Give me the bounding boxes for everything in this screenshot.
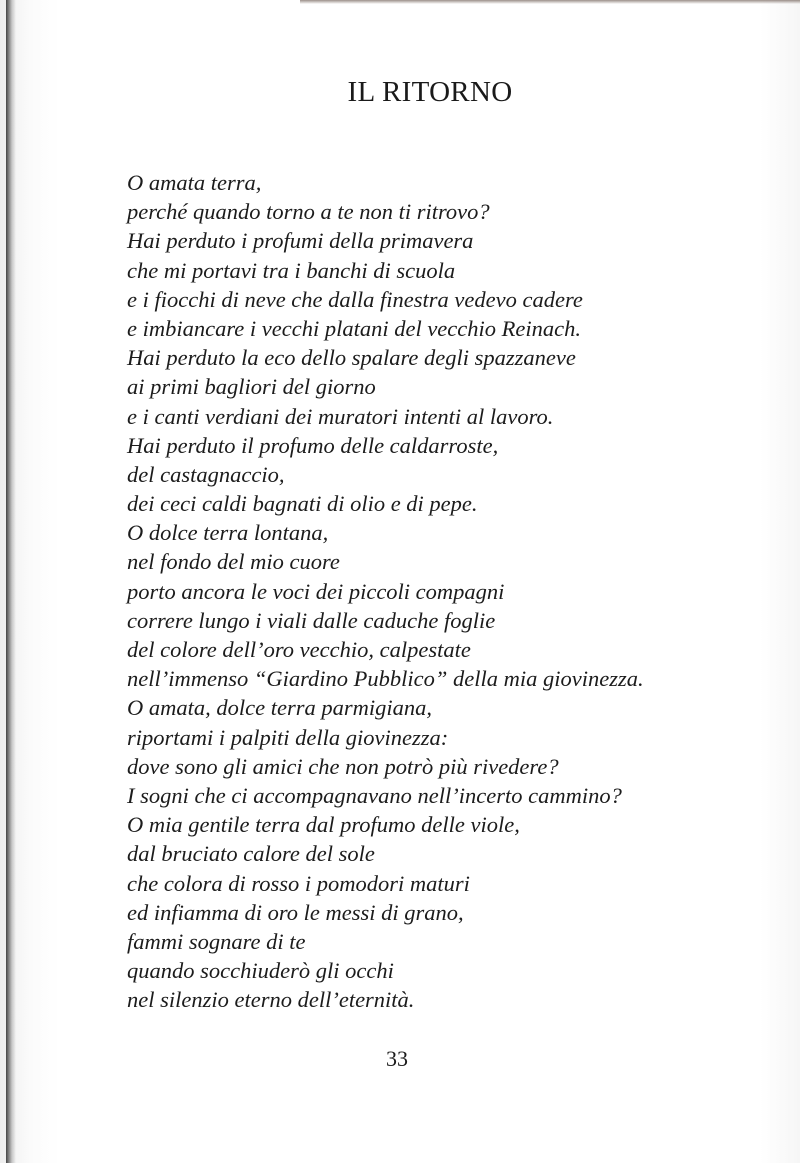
poem-line: O mia gentile terra dal profumo delle viole, [127,812,520,838]
poem-line: quando socchiuderò gli occhi [127,958,394,984]
poem-line: ed infiamma di oro le messi di grano, [127,899,464,925]
poem-line: nell’immenso “Giardino Pubblico” della mia giovinezza. [127,666,644,692]
poem-line: del colore dell’oro vecchio, calpestate [127,637,471,662]
page-number: 33 [386,1046,408,1071]
page-top-edge [300,0,800,4]
poem-line: O amata terra, [127,170,262,195]
poem-line: Hai perduto il profumo delle caldarroste, [127,432,499,458]
poem-line: ai primi bagliori del giorno [127,374,376,400]
poem-line: Hai perduto i profumi della primavera [127,228,474,254]
poem-line: O amata, dolce terra parmigiana, [127,695,432,721]
poem-line: che colora di rosso i pomodori maturi [127,870,470,896]
poem-title: IL RITORNO [347,76,513,108]
poem-line: dove sono gli amici che non potrò più rivedere? [127,753,559,779]
poem-line: correre lungo i viali dalle caduche foglie [127,607,496,633]
page-binding-edge [6,0,16,1163]
poem-line: del castagnaccio, [127,461,285,487]
poem-line: porto ancora le voci dei piccoli compagni [127,578,505,604]
poem-line: nel silenzio eterno dell’eternità. [127,987,415,1013]
poem-line: fammi sognare di te [127,928,306,954]
poem-body [127,168,767,1014]
poem-line: dal bruciato calore del sole [127,841,375,867]
poem-line: e i canti verdiani dei muratori intenti al lavoro. [127,403,554,429]
poem-line: che mi portavi tra i banchi di scuola [127,257,456,283]
poem-line: dei ceci caldi bagnati di olio e di pepe. [127,491,478,517]
poem-line: e i fiocchi di neve che dalla finestra vedevo cadere [127,286,583,312]
poem-line: Hai perduto la eco dello spalare degli spazzaneve [127,345,576,371]
poem-line: I sogni che ci accompagnavano nell’incerto cammino? [127,782,622,808]
poem-line: riportami i palpiti della giovinezza: [127,724,449,750]
poem-line: O dolce terra lontana, [127,520,329,546]
poem-line: perché quando torno a te non ti ritrovo? [127,199,490,225]
poem-line: e imbiancare i vecchi platani del vecchio Reinach. [127,315,581,341]
poem-line: nel fondo del mio cuore [127,549,340,575]
